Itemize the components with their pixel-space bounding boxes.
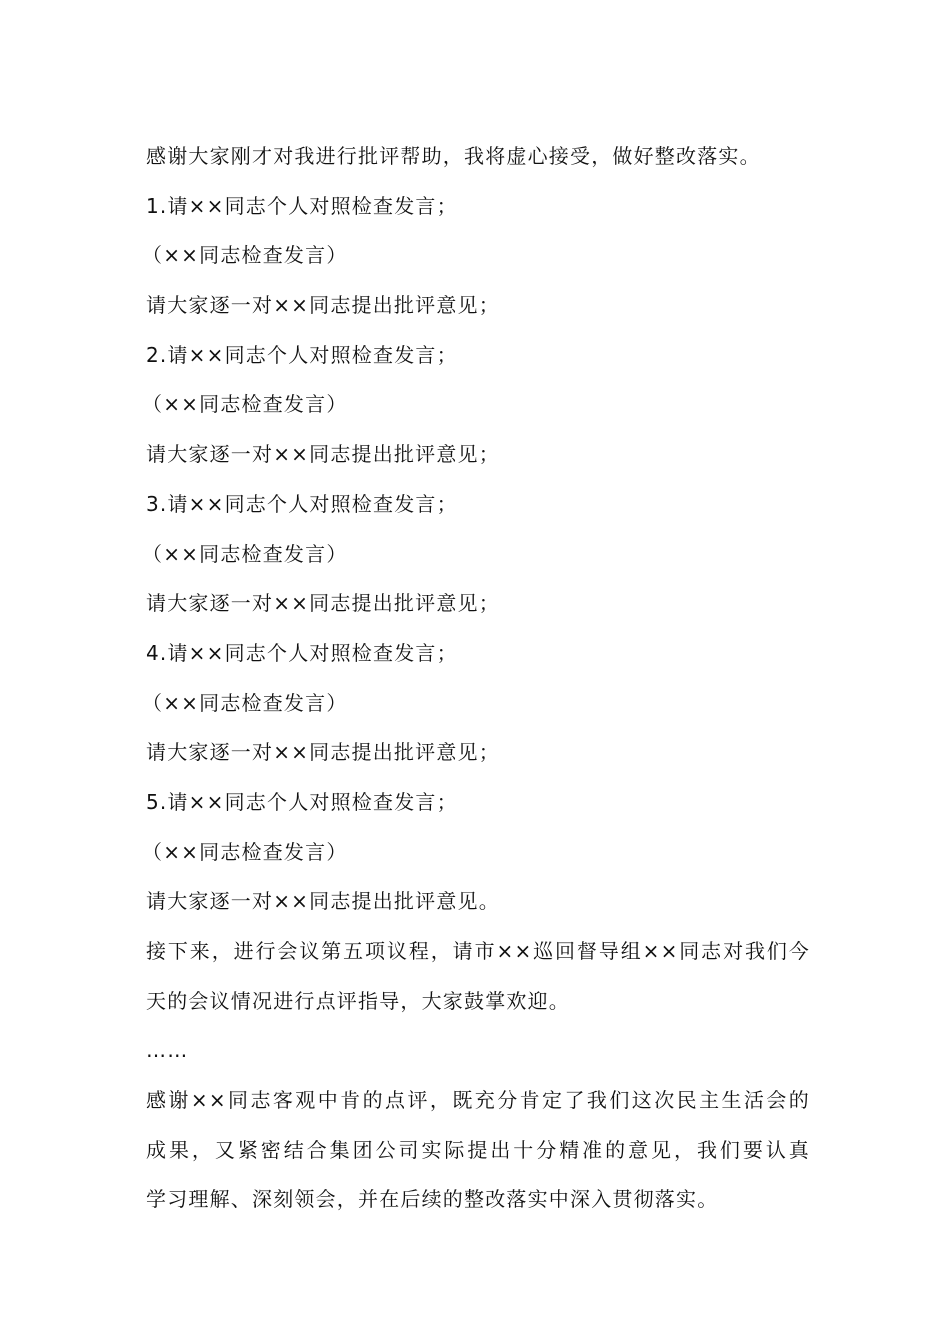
text-line: （××同志检查发言）: [142, 243, 348, 268]
text-line: 2.请××同志个人对照检查发言；: [146, 342, 458, 367]
text-line: （××同志检查发言）: [142, 541, 348, 566]
text-line: 5.请××同志个人对照检查发言；: [146, 789, 458, 814]
text-line: 感谢××同志客观中肯的点评，既充分肯定了我们这次民主生活会的: [146, 1088, 810, 1113]
text-line: 3.请××同志个人对照检查发言；: [146, 491, 458, 516]
text-line: 请大家逐一对××同志提出批评意见；: [146, 591, 500, 616]
text-line: 4.请××同志个人对照检查发言；: [146, 640, 458, 665]
text-line: 1.请××同志个人对照检查发言；: [146, 193, 458, 218]
text-line: （××同志检查发言）: [142, 839, 348, 864]
ellipsis-line: ……: [146, 1038, 189, 1063]
text-line: 学习理解、深刻领会，并在后续的整改落实中深入贯彻落实。: [146, 1187, 719, 1212]
text-line: 接下来，进行会议第五项议程，请市××巡回督导组××同志对我们今: [146, 939, 810, 963]
text-line: 请大家逐一对××同志提出批评意见；: [146, 740, 500, 765]
text-line: 成果，又紧密结合集团公司实际提出十分精准的意见，我们要认真: [146, 1137, 810, 1162]
text-line: 请大家逐一对××同志提出批评意见；: [146, 293, 500, 318]
document-body: [142, 132, 810, 1225]
text-line: 请大家逐一对××同志提出批评意见；: [146, 442, 500, 467]
text-line: （××同志检查发言）: [142, 392, 348, 417]
text-line: 天的会议情况进行点评指导，大家鼓掌欢迎。: [146, 988, 570, 1013]
text-line: （××同志检查发言）: [142, 690, 348, 715]
text-line: 感谢大家刚才对我进行批评帮助，我将虚心接受，做好整改落实。: [146, 144, 761, 168]
text-line: 请大家逐一对××同志提出批评意见。: [146, 889, 500, 914]
